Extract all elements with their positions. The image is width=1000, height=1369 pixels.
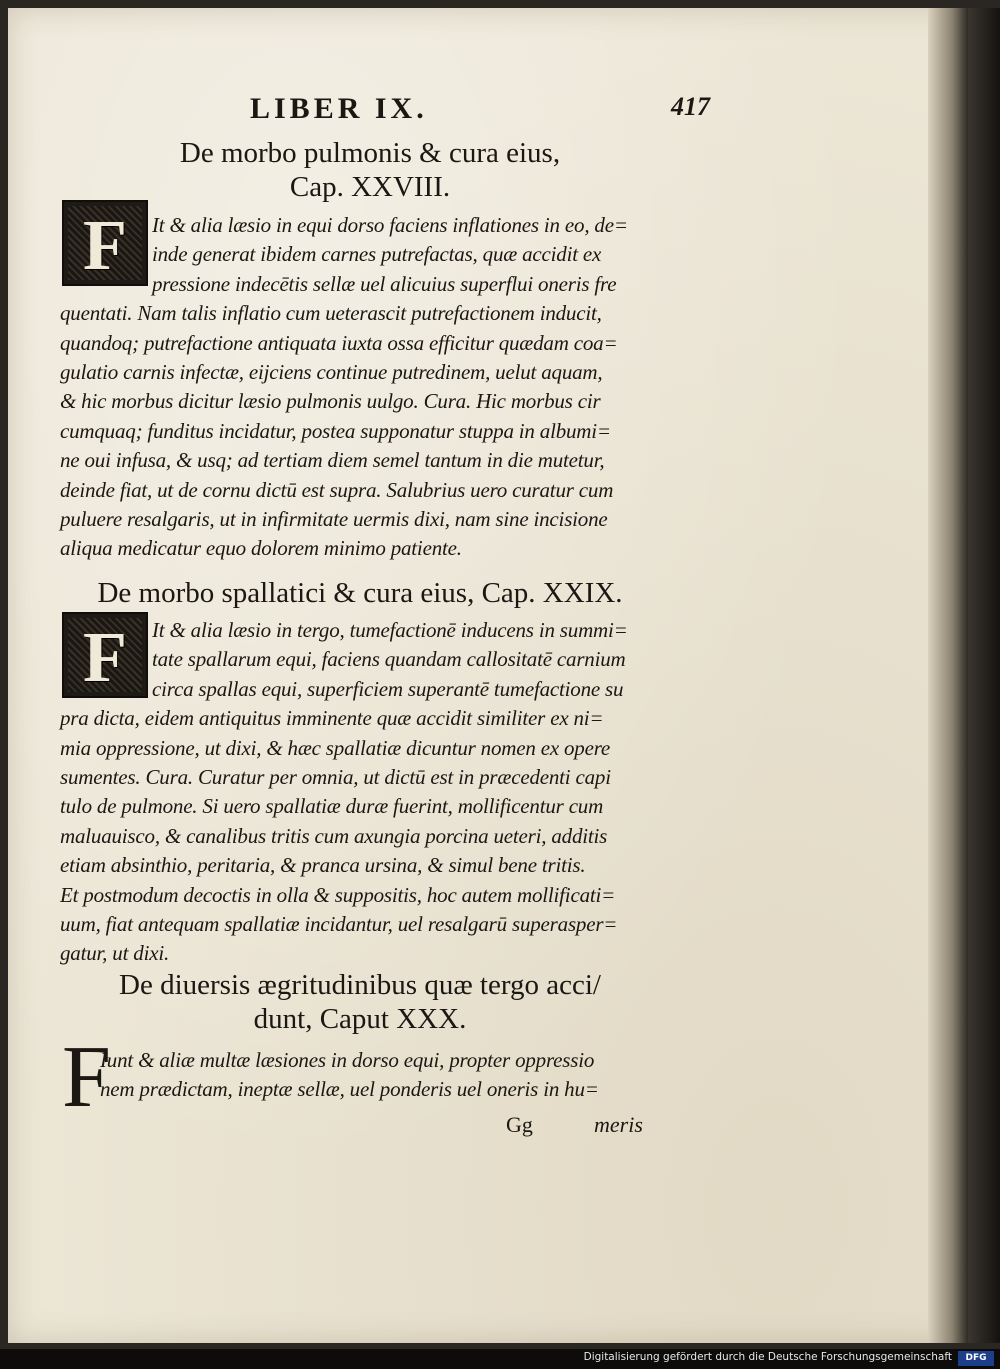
text-line: cumquaq; funditus incidatur, postea supponatur stuppa in albumi= [60, 418, 611, 443]
binding-edge [968, 8, 1000, 1343]
text-line: gatur, ut dixi. [60, 941, 170, 966]
digitization-footer [0, 1349, 1000, 1369]
catchword: meris [594, 1112, 643, 1137]
signature-mark: Gg [506, 1112, 533, 1137]
chapter-heading-29 [40, 576, 680, 610]
chapter-body-28 [60, 211, 660, 564]
text-line: tate spallarum equi, faciens quandam callositatē carnium [152, 647, 626, 672]
plain-initial: F [62, 1029, 111, 1126]
page-header [250, 92, 710, 128]
footer-credit: Digitalisierung gefördert durch die Deutsche Forschungsgemeinschaft [583, 1351, 952, 1363]
text-line: nem prædictam, ineptæ sellæ, uel ponderis uel oneris in hu= [100, 1077, 599, 1102]
chapter-body-29 [60, 616, 660, 969]
text-line: ne oui infusa, & usq; ad tertiam diem semel tantum in die mutetur, [60, 448, 605, 473]
text-line: aliqua medicatur equo dolorem minimo patiente. [60, 536, 462, 561]
dfg-logo: DFG [958, 1351, 994, 1366]
text-line: deinde fiat, ut de cornu dictū est supra. Salubrius uero curatur cum [60, 477, 614, 502]
chapter-title: De morbo pulmonis & cura eius, [179, 137, 561, 169]
chapter-title: De morbo spallatici & cura eius, Cap. XXIX. [97, 577, 623, 609]
text-line: sumentes. Cura. Curatur per omnia, ut dictū est in præcedenti capi [60, 764, 611, 789]
text-line: tulo de pulmone. Si uero spallatiæ duræ fuerint, mollificentur cum [60, 794, 604, 819]
initial-letter: F [83, 617, 127, 697]
page-spine-shadow [928, 8, 968, 1343]
running-head: LIBER IX. [250, 92, 428, 125]
folio-number: 417 [671, 92, 710, 121]
chapter-heading-30 [40, 968, 680, 1036]
text-line: & hic morbus dicitur læsio pulmonis uulgo. Cura. Hic morbus cir [60, 389, 601, 414]
text-line: inde generat ibidem carnes putrefactas, quæ accidit ex [152, 242, 602, 267]
text-line: quentati. Nam talis inflatio cum ueterascit putrefactionem inducit, [60, 301, 602, 326]
chapter-number: dunt, Caput XXX. [253, 1003, 467, 1035]
text-line: It & alia læsio in equi dorso faciens inflationes in eo, de= [152, 213, 628, 237]
text-line: pra dicta, eidem antiquitus imminente quæ accidit similiter ex ni= [60, 706, 604, 731]
chapter-heading-28 [50, 136, 690, 204]
chapter-number: Cap. XXVIII. [289, 171, 451, 203]
chapter-title: De diuersis ægritudinibus quæ tergo acci/ [119, 969, 601, 1001]
text-line: pressione indecētis sellæ uel alicuius superflui oneris fre [152, 271, 617, 296]
text-line: quandoq; putrefactione antiquata iuxta ossa efficitur quædam coa= [60, 330, 618, 355]
text-line: gulatio carnis infectæ, eijciens continue putredinem, uelut aquam, [60, 359, 603, 384]
text-line: mia oppressione, ut dixi, & hæc spallatiæ dicuntur nomen ex opere [60, 735, 611, 760]
text-line: It & alia læsio in tergo, tumefactionē inducens in summi= [152, 618, 628, 642]
text-line: uum, fiat antequam spallatiæ incidantur, uel resalgarū superasper= [60, 911, 618, 936]
text-line: maluauisco, & canalibus tritis cum axungia porcina ueteri, additis [60, 823, 608, 848]
text-line: circa spallas equi, superficiem superantē tumefactione su [152, 676, 624, 701]
initial-letter: F [83, 205, 127, 285]
text-line: Iunt & aliæ multæ læsiones in dorso equi, propter oppressio [100, 1048, 595, 1072]
chapter-body-30 [60, 1046, 660, 1105]
text-line: puluere resalgaris, ut in infirmitate uermis dixi, nam sine incisione [60, 506, 608, 531]
text-line: etiam absinthio, peritaria, & pranca ursina, & simul bene tritis. [60, 853, 586, 878]
text-line: Et postmodum decoctis in olla & suppositis, hoc autem mollificati= [60, 882, 616, 907]
